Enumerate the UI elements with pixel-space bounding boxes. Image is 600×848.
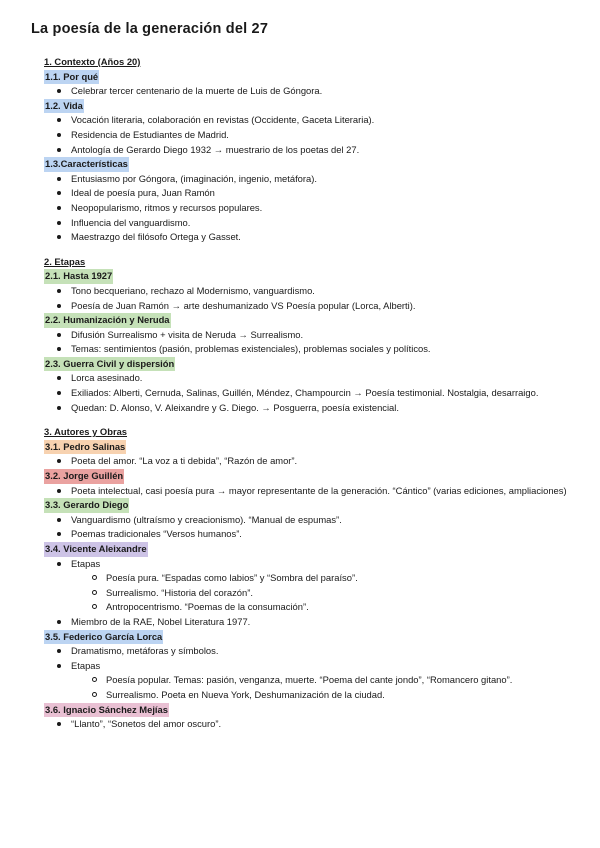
subsection-heading: 3.6. Ignacio Sánchez Mejías xyxy=(44,703,169,718)
list-item xyxy=(71,284,574,299)
list-item xyxy=(71,513,574,528)
list-item xyxy=(71,484,574,499)
list-item xyxy=(71,557,574,615)
list-item xyxy=(71,328,574,343)
list-item xyxy=(71,527,574,542)
list-item-text: Poeta intelectual, casi poesía pura → mayor representante de la generación. “Cántico” (varias ediciones, ampliaciones) xyxy=(71,484,567,496)
section-heading: 2. Etapas xyxy=(44,255,86,267)
bullet-list xyxy=(44,717,574,732)
list-item-text: Maestrazgo del filósofo Ortega y Gasset. xyxy=(71,231,241,243)
list-item-text: Poemas tradicionales “Versos humanos”. xyxy=(71,528,242,540)
list-item-text: Miembro de la RAE, Nobel Literatura 1977. xyxy=(71,615,251,627)
list-item-text: Etapas xyxy=(71,557,101,569)
list-item-text: “Llanto”, “Sonetos del amor oscuro”. xyxy=(71,718,222,730)
nested-list xyxy=(71,571,574,615)
list-item-text: Neopopularismo, ritmos y recursos populares. xyxy=(71,201,263,213)
list-item xyxy=(71,371,574,386)
bullet-list xyxy=(44,557,574,630)
list-item xyxy=(71,299,574,314)
bullet-list xyxy=(44,371,574,415)
list-item xyxy=(71,644,574,659)
nested-list-item: Surrealismo. Poeta en Nueva York, Deshumanización de la ciudad. xyxy=(106,688,574,703)
list-item-text: Vanguardismo (ultraísmo y creacionismo). “Manual de espumas”. xyxy=(71,513,342,525)
nested-list-item: Poesía popular. Temas: pasión, venganza, muerte. “Poema del cante jondo”, “Romancero gitano”. xyxy=(106,673,574,688)
section xyxy=(44,255,574,416)
list-item xyxy=(71,143,574,158)
list-item xyxy=(71,113,574,128)
list-item-text: Poeta del amor. “La voz a ti debida”, “Razón de amor”. xyxy=(71,455,298,467)
list-item-text: Lorca asesinado. xyxy=(71,372,143,384)
document-body xyxy=(44,55,574,732)
list-item-text: Dramatismo, metáforas y símbolos. xyxy=(71,645,219,657)
bullet-list xyxy=(44,172,574,245)
bullet-list xyxy=(44,513,574,542)
subsection-heading: 1.1. Por qué xyxy=(44,70,99,85)
list-item xyxy=(71,128,574,143)
subsection-heading: 2.3. Guerra Civil y dispersión xyxy=(44,357,175,372)
list-item-text: Etapas xyxy=(71,659,101,671)
subsection-heading: 1.3.Características xyxy=(44,157,129,172)
list-item-text: Ideal de poesía pura, Juan Ramón xyxy=(71,187,215,199)
bullet-list xyxy=(44,484,574,499)
section xyxy=(44,55,574,245)
page-title: La poesía de la generación del 27 xyxy=(31,21,269,37)
list-item-text: Poesía de Juan Ramón → arte deshumanizado VS Poesía popular (Lorca, Alberti). xyxy=(71,299,416,311)
subsection-heading: 2.2. Humanización y Neruda xyxy=(44,313,171,328)
list-item xyxy=(71,386,574,401)
bullet-list xyxy=(44,328,574,357)
list-item xyxy=(71,659,574,703)
subsection-heading: 3.4. Vicente Aleixandre xyxy=(44,542,148,557)
list-item xyxy=(71,172,574,187)
bullet-list xyxy=(44,113,574,157)
section-heading: 3. Autores y Obras xyxy=(44,426,128,438)
list-item xyxy=(71,186,574,201)
list-item-text: Vocación literaria, colaboración en revistas (Occidente, Gaceta Literaria). xyxy=(71,114,375,126)
list-item-text: Celebrar tercer centenario de la muerte de Luis de Góngora. xyxy=(71,85,323,97)
list-item xyxy=(71,216,574,231)
list-item-text: Temas: sentimientos (pasión, problemas existenciales), problemas sociales y políticos. xyxy=(71,343,431,355)
bullet-list xyxy=(44,454,574,469)
list-item-text: Entusiasmo por Góngora, (imaginación, ingenio, metáfora). xyxy=(71,172,317,184)
section xyxy=(44,425,574,731)
bullet-list xyxy=(44,644,574,702)
subsection-heading: 3.1. Pedro Salinas xyxy=(44,440,126,455)
list-item xyxy=(71,615,574,630)
nested-list-item: Poesía pura. “Espadas como labios” y “Sombra del paraíso”. xyxy=(106,571,574,586)
list-item-text: Residencia de Estudiantes de Madrid. xyxy=(71,128,229,140)
nested-list-item: Antropocentrismo. “Poemas de la consumación”. xyxy=(106,600,574,615)
nested-list-item: Surrealismo. “Historia del corazón”. xyxy=(106,586,574,601)
subsection-heading: 3.2. Jorge Guillén xyxy=(44,469,124,484)
subsection-heading: 3.3. Gerardo Diego xyxy=(44,498,129,513)
list-item-text: Tono becqueriano, rechazo al Modernismo, vanguardismo. xyxy=(71,284,315,296)
list-item-text: Antología de Gerardo Diego 1932 → muestrario de los poetas del 27. xyxy=(71,143,360,155)
list-item xyxy=(71,401,574,416)
list-item-text: Quedan: D. Alonso, V. Aleixandre y G. Diego. → Posguerra, poesía existencial. xyxy=(71,401,399,413)
list-item xyxy=(71,230,574,245)
list-item xyxy=(71,342,574,357)
subsection-heading: 3.5. Federico García Lorca xyxy=(44,630,163,645)
subsection-heading: 1.2. Vida xyxy=(44,99,84,114)
list-item xyxy=(71,201,574,216)
list-item xyxy=(71,717,574,732)
list-item-text: Exiliados: Alberti, Cernuda, Salinas, Guillén, Méndez, Champourcin → Poesía testimonial. Nostalgia, desarraigo. xyxy=(71,387,539,399)
list-item-text: Difusión Surrealismo + visita de Neruda → Surrealismo. xyxy=(71,328,304,340)
section-heading: 1. Contexto (Años 20) xyxy=(44,56,141,67)
subsection-heading: 2.1. Hasta 1927 xyxy=(44,269,113,284)
bullet-list xyxy=(44,284,574,313)
bullet-list xyxy=(44,84,574,99)
list-item xyxy=(71,84,574,99)
list-item xyxy=(71,454,574,469)
list-item-text: Influencia del vanguardismo. xyxy=(71,216,191,228)
nested-list xyxy=(71,673,574,702)
